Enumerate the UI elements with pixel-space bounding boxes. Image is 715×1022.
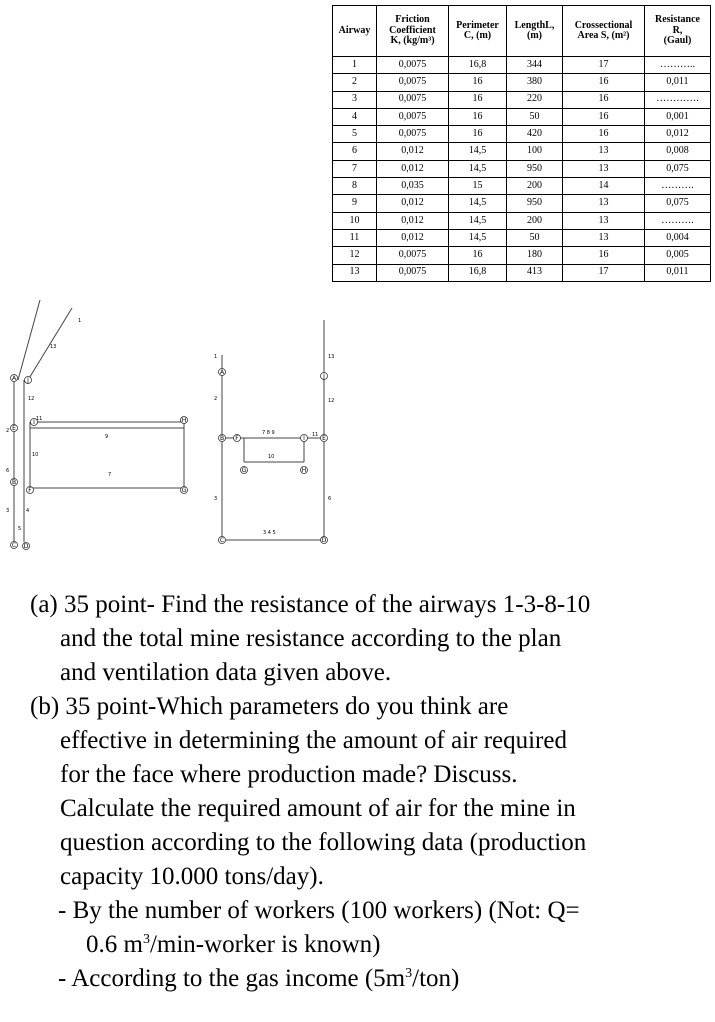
table-row [333, 212, 711, 229]
net-label-11: 11 [312, 432, 319, 438]
net-node-letter-h: H [301, 467, 307, 474]
table-cell: 0,0075 [377, 247, 449, 264]
table-cell: 220 [507, 91, 563, 108]
table-cell: 0,075 [645, 195, 711, 212]
table-cell: 0,008 [645, 143, 711, 160]
question-b-line-3: for the face where production made? Discuss. [60, 761, 518, 788]
node-letter-i: I [33, 419, 35, 426]
node-letter-f: F [28, 487, 32, 494]
plan-label-7: 7 [108, 472, 112, 478]
table-cell: 0,005 [645, 247, 711, 264]
table-row [333, 229, 711, 246]
table-cell: 16 [449, 74, 507, 91]
table-cell: 14,5 [449, 212, 507, 229]
net-node-letter-d: D [321, 537, 327, 544]
table-cell: 0,0075 [377, 108, 449, 125]
table-cell: 380 [507, 74, 563, 91]
node-letter-b: B [11, 479, 17, 486]
table-cell: 8 [333, 178, 377, 195]
table-cell: 14,5 [449, 229, 507, 246]
table-cell: 16 [449, 91, 507, 108]
question-a-line-1: (a) 35 point- Find the resistance of the airways 1-3-8-10 [30, 591, 591, 618]
table-row [333, 195, 711, 212]
question-b-line-6: capacity 10.000 tons/day). [60, 863, 324, 890]
table-cell: 13 [563, 212, 645, 229]
table-row [333, 57, 711, 74]
question-b-line-5: question according to the following data (production [60, 829, 587, 856]
table-row [333, 160, 711, 177]
plan-label-10: 10 [32, 452, 39, 458]
table-cell: ………. [645, 212, 711, 229]
table-cell: …………. [645, 91, 711, 108]
table-row [333, 143, 711, 160]
table-cell: 1 [333, 57, 377, 74]
table-cell: 6 [333, 143, 377, 160]
table-cell: 9 [333, 195, 377, 212]
table-cell: 13 [563, 160, 645, 177]
header-perimeter: Perimeter C, (m) [449, 6, 507, 57]
question-text [30, 588, 710, 996]
table-cell: 16 [563, 247, 645, 264]
table-row [333, 264, 711, 281]
table-cell: 16 [449, 108, 507, 125]
mine-plan-nodes [11, 375, 188, 550]
table-cell: 0,0075 [377, 91, 449, 108]
plan-label-13: 13 [50, 344, 57, 350]
table-cell: 14,5 [449, 143, 507, 160]
net-label-3-4-5: 3 4 5 [263, 530, 276, 536]
table-cell: 4 [333, 108, 377, 125]
table-cell: 17 [563, 264, 645, 281]
table-row [333, 108, 711, 125]
table-cell: 10 [333, 212, 377, 229]
table-cell: 50 [507, 108, 563, 125]
plan-label-12: 12 [28, 396, 35, 402]
net-node-letter-a: A [219, 369, 225, 376]
question-b-gas-line: - According to the gas income $(5m^3/ton)$ [58, 965, 460, 992]
plan-label-11: 11 [36, 416, 43, 422]
net-node-letter-j: J [323, 373, 325, 380]
table-cell: 0,0075 [377, 264, 449, 281]
table-cell: 0,035 [377, 178, 449, 195]
table-cell: 16,8 [449, 57, 507, 74]
net-label-3: 3 [214, 496, 218, 502]
net-label-6: 6 [328, 496, 332, 502]
question-b-workers-line-2: 0.6 $m^3/\min$-worker is known) [86, 931, 381, 958]
mine-ventilation-diagrams [0, 290, 360, 560]
table-cell: 17 [563, 57, 645, 74]
table-cell: 420 [507, 126, 563, 143]
node-letter-c: C [11, 542, 17, 549]
node-letter-e: E [12, 425, 16, 432]
ventilation-network-branch-labels [214, 354, 334, 536]
table-cell: 7 [333, 160, 377, 177]
table-cell: 14,5 [449, 160, 507, 177]
header-friction-coefficient: Friction Coefficient K, (kg/m³) [377, 6, 449, 57]
table-cell: 11 [333, 229, 377, 246]
node-letter-a: A [11, 375, 17, 382]
table-cell: 0,011 [645, 74, 711, 91]
table-cell: 15 [449, 178, 507, 195]
table-header-row [333, 6, 711, 57]
table-cell: 344 [507, 57, 563, 74]
table-cell: 0,012 [645, 126, 711, 143]
table-cell: 0,004 [645, 229, 711, 246]
table-cell: 180 [507, 247, 563, 264]
net-label-2: 2 [214, 396, 218, 402]
table-cell: 0,0075 [377, 57, 449, 74]
table-cell: 13 [563, 229, 645, 246]
node-letter-d: D [23, 543, 29, 550]
question-b-marker: (b) [30, 693, 60, 720]
question-b-line-2: effective in determining the amount of air required [60, 727, 567, 754]
table-body [333, 57, 711, 282]
table-cell: 413 [507, 264, 563, 281]
table-cell: 16 [563, 74, 645, 91]
table-row [333, 74, 711, 91]
table-cell: 200 [507, 178, 563, 195]
table-row [333, 247, 711, 264]
node-letter-j: J [27, 377, 29, 384]
table-cell: ……….. [645, 57, 711, 74]
mine-plan-airway-labels [6, 318, 111, 532]
plan-label-3: 3 [6, 508, 10, 514]
table-cell: 2 [333, 74, 377, 91]
net-label-10: 10 [268, 454, 275, 460]
table-cell: 16 [449, 247, 507, 264]
header-length: LengthL, (m) [507, 6, 563, 57]
node-letter-g: G [181, 487, 187, 494]
table-cell: 100 [507, 143, 563, 160]
table-cell: 0,012 [377, 195, 449, 212]
question-b-workers-line-1: - By the number of workers (100 workers) (Not: Q= [58, 897, 580, 924]
net-node-letter-b: B [219, 435, 225, 442]
table-cell: 12 [333, 247, 377, 264]
table-cell: ………. [645, 178, 711, 195]
question-b-line-4: Calculate the required amount of air for the mine in [60, 795, 576, 822]
question-a-line-3: and ventilation data given above. [60, 659, 392, 686]
table-cell: 16 [563, 91, 645, 108]
table-cell: 13 [563, 195, 645, 212]
table-cell: 0,012 [377, 143, 449, 160]
table-cell: 0,0075 [377, 126, 449, 143]
mine-plan-diagram [11, 300, 184, 549]
table-cell: 14,5 [449, 195, 507, 212]
table-cell: 0,012 [377, 160, 449, 177]
question-a-line-2: and the total mine resistance according to the plan [60, 625, 562, 652]
table-cell: 200 [507, 212, 563, 229]
table-cell: 0,0075 [377, 74, 449, 91]
net-node-letter-e: E [322, 435, 326, 442]
table-cell: 16,8 [449, 264, 507, 281]
net-node-letter-g: G [241, 467, 247, 474]
table-cell: 3 [333, 91, 377, 108]
plan-label-2: 2 [6, 428, 10, 434]
table-cell: 0,011 [645, 264, 711, 281]
table-cell: 0,075 [645, 160, 711, 177]
mine-plan-node-letters [12, 375, 187, 550]
table-row [333, 91, 711, 108]
header-airway: Airway [333, 6, 377, 57]
table-cell: 13 [563, 143, 645, 160]
table-row [333, 178, 711, 195]
resistance-data-table [332, 5, 711, 282]
plan-label-9: 9 [105, 434, 109, 440]
net-node-letter-i: I [303, 435, 305, 442]
net-label-12: 12 [328, 398, 335, 404]
plan-label-5: 5 [18, 526, 22, 532]
table-cell: 950 [507, 160, 563, 177]
table-cell: 0,001 [645, 108, 711, 125]
table-cell: 16 [449, 126, 507, 143]
net-label-7-8-9: 7 8 9 [262, 430, 275, 436]
table-cell: 5 [333, 126, 377, 143]
plan-label-1: 1 [78, 318, 82, 324]
net-node-letter-c: C [219, 537, 225, 544]
question-a-marker: (a) [30, 591, 58, 618]
net-node-letter-f: F [235, 435, 239, 442]
question-b-line-1: (b) 35 point-Which parameters do you think are [30, 693, 509, 720]
header-resistance: Resistance R, (Gaul) [645, 6, 711, 57]
table-cell: 16 [563, 126, 645, 143]
table-cell: 16 [563, 108, 645, 125]
table-row [333, 126, 711, 143]
plan-label-6: 6 [6, 468, 10, 474]
net-label-1: 1 [214, 354, 218, 360]
table-cell: 50 [507, 229, 563, 246]
plan-label-4: 4 [26, 508, 30, 514]
table-cell: 950 [507, 195, 563, 212]
net-label-13: 13 [328, 354, 335, 360]
shaft-line-13 [18, 300, 40, 380]
header-cross-sectional-area: Crossectional Area S, (m²) [563, 6, 645, 57]
table-cell: 0,012 [377, 212, 449, 229]
table-cell: 14 [563, 178, 645, 195]
node-letter-h: H [181, 417, 187, 424]
table-cell: 0,012 [377, 229, 449, 246]
table-cell: 13 [333, 264, 377, 281]
